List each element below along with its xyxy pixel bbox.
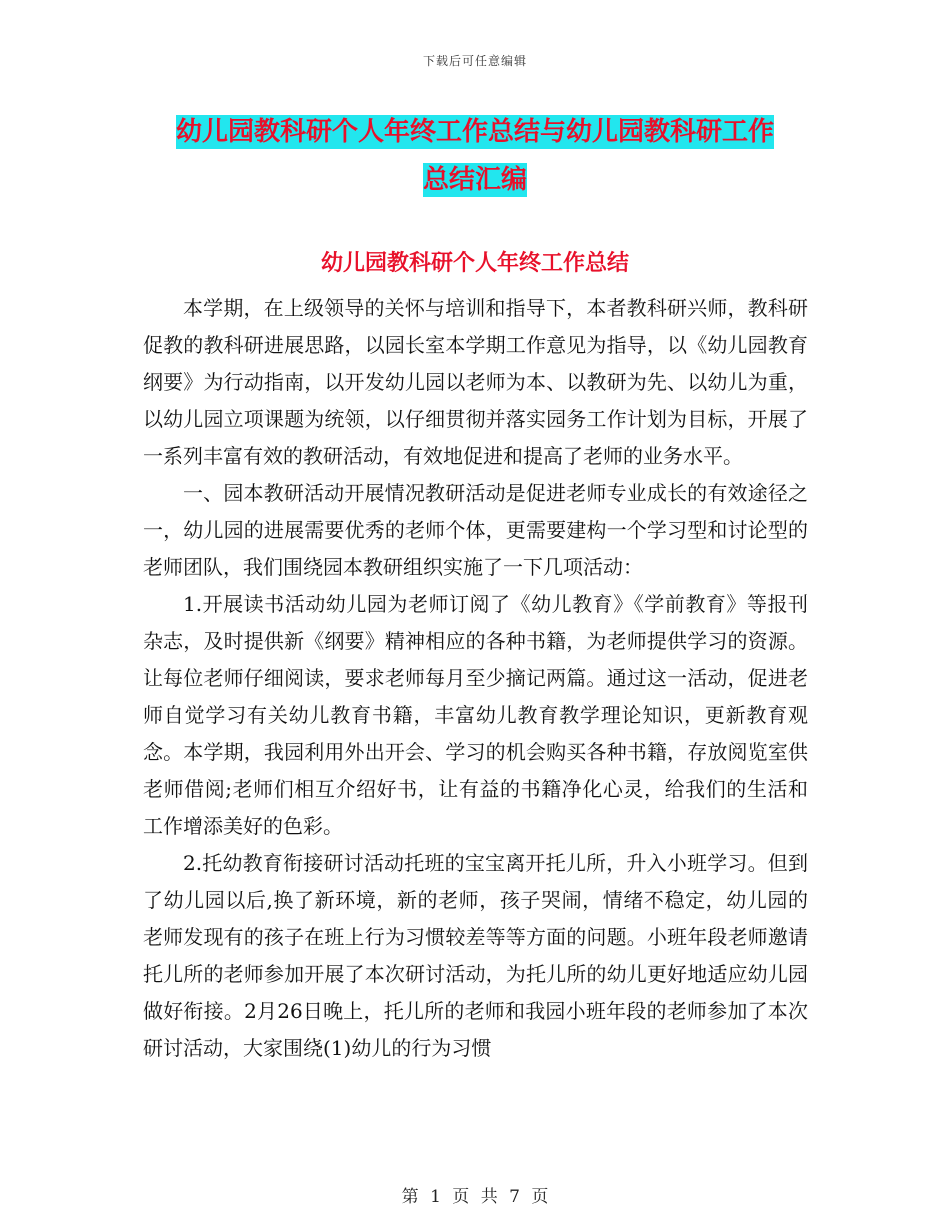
document-title-line-1-text: 幼儿园教科研个人年终工作总结与幼儿园教科研工作 [175,117,774,147]
paragraph-item-1: 1.开展读书活动幼儿园为老师订阅了《幼儿教育》《学前教育》等报刊杂志，及时提供新《纲要》精神相应的各种书籍，为老师提供学习的资源。让每位老师仔细阅读，要求老师每月至少摘记两篇。通过这一活动，促进老师自觉学习有关幼儿教育书籍，丰富幼儿教育教学理论知识，更新教育观念。本学期，我园利用外出开会、学习的机会购买各种书籍，存放阅览室供老师借阅;老师们相互介绍好书，让有益的书籍净化心灵，给我们的生活和工作增添美好的色彩。 [143,592,808,838]
document-body [143,290,808,1067]
document-title-line-1 [130,108,820,156]
section-title: 幼儿园教科研个人年终工作总结 [320,251,629,276]
page-header-note: 下载后可任意编辑 [422,54,527,68]
paragraph-intro: 本学期，在上级领导的关怀与培训和指导下，本者教科研兴师，教科研促教的教科研进展思路，以园长室本学期工作意见为指导，以《幼儿园教育纲要》为行动指南，以开发幼儿园以老师为本、以教研为先、以幼儿为重，以幼儿园立项课题为统领，以仔细贯彻并落实园务工作计划为目标，开展了一系列丰富有效的教研活动，有效地促进和提高了老师的业务水平。 [143,296,808,468]
paragraph-item-2: 2.托幼教育衔接研讨活动托班的宝宝离开托儿所，升入小班学习。但到了幼儿园以后,换了新环境，新的老师，孩子哭闹，情绪不稳定，幼儿园的老师发现有的孩子在班上行为习惯较差等等方面的问题。小班年段老师邀请托儿所的老师参加开展了本次研讨活动，为托儿所的幼儿更好地适应幼儿园做好衔接。2月26日晚上，托儿所的老师和我园小班年段的老师参加了本次研讨活动，大家围绕(1)幼儿的行为习惯 [143,851,808,1060]
page-number-footer: 第 1 页 共 7 页 [401,1187,549,1207]
document-title-line-2 [130,156,820,204]
document-title [130,108,820,204]
paragraph-section-1: 一、园本教研活动开展情况教研活动是促进老师专业成长的有效途径之一，幼儿园的进展需要优秀的老师个体，更需要建构一个学习型和讨论型的老师团队，我们围绕园本教研组织实施了一下几项活动： [143,481,808,579]
document-title-line-2-text: 总结汇编 [422,165,527,195]
